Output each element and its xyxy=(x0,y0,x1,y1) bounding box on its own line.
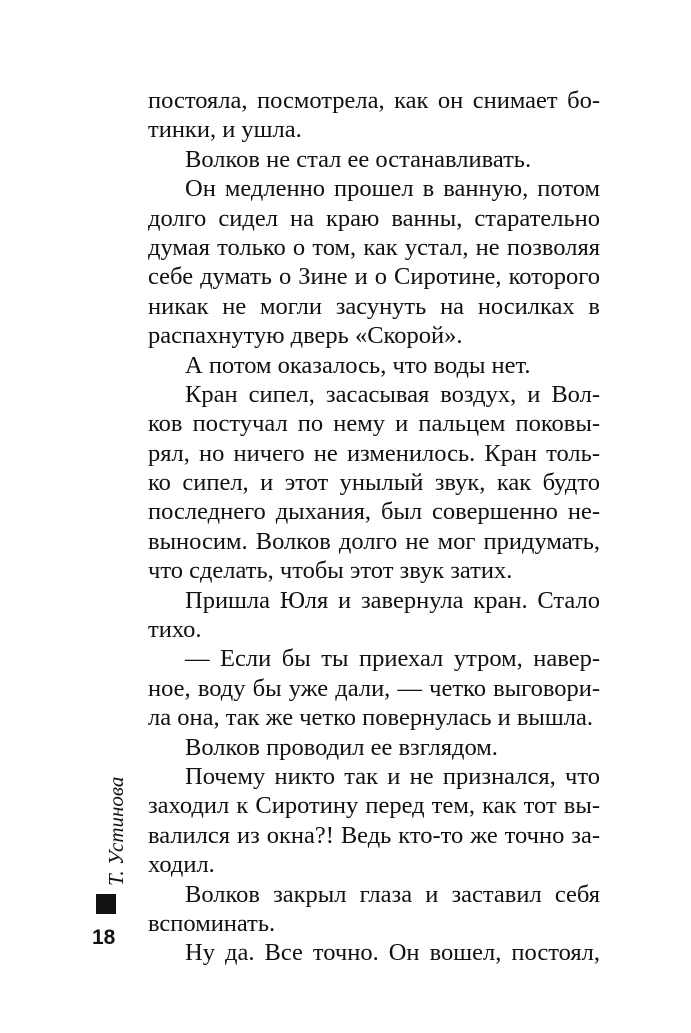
text-line: ла она, так же четко повернулась и вышла. xyxy=(148,704,593,732)
text-line: ков постучал по нему и пальцем поковы- xyxy=(148,410,600,438)
text-line: долго сидел на краю ванны, старательно xyxy=(148,204,600,232)
text-line: распахнутую дверь «Скорой». xyxy=(148,322,463,350)
text-line: выносим. Волков долго не мог придумать, xyxy=(148,527,600,555)
text-line: что сделать, чтобы этот звук затих. xyxy=(148,557,513,585)
text-line: А потом оказалось, что воды нет. xyxy=(185,351,531,379)
text-line: ко сипел, и этот унылый звук, как будто xyxy=(148,469,600,497)
text-line: вспоминать. xyxy=(148,909,276,937)
text-line: ходил. xyxy=(148,851,215,879)
text-line: заходил к Сиротину перед тем, как тот вы- xyxy=(148,792,600,820)
running-head-author: Т. Устинова xyxy=(104,776,128,886)
text-line: Почему никто так и не признался, что xyxy=(185,762,600,790)
body-text xyxy=(148,86,600,968)
text-line: никак не могли засунуть на носилках в xyxy=(148,292,600,320)
text-line: Он медленно прошел в ванную, потом xyxy=(185,175,600,203)
square-marker-icon xyxy=(96,894,116,914)
text-line: — Если бы ты приехал утром, навер- xyxy=(185,645,600,673)
text-line: Пришла Юля и завернула кран. Стало xyxy=(185,586,600,614)
text-line: думая только о том, как устал, не позволяя xyxy=(148,233,600,261)
text-line: постояла, посмотрела, как он снимает бо- xyxy=(148,87,600,114)
text-line: Волков проводил ее взглядом. xyxy=(185,733,498,761)
page-number: 18 xyxy=(92,926,116,949)
text-line: себе думать о Зине и о Сиротине, которого xyxy=(148,263,600,291)
text-line: последнего дыхания, был совершенно не- xyxy=(148,498,600,526)
text-line: тинки, и ушла. xyxy=(148,116,302,144)
text-line: тихо. xyxy=(148,616,202,644)
text-line: Волков закрыл глаза и заставил себя xyxy=(185,880,600,908)
text-line: Кран сипел, засасывая воздух, и Вол- xyxy=(185,380,600,408)
text-line: Волков не стал ее останавливать. xyxy=(185,145,532,173)
text-line: Ну да. Все точно. Он вошел, постоял, xyxy=(185,939,600,967)
text-line: ное, воду бы уже дали, — четко выговори- xyxy=(148,674,600,702)
text-line: рял, но ничего не изменилось. Кран толь- xyxy=(148,439,600,467)
text-line: валился из окна?! Ведь кто-то же точно за- xyxy=(148,821,600,849)
